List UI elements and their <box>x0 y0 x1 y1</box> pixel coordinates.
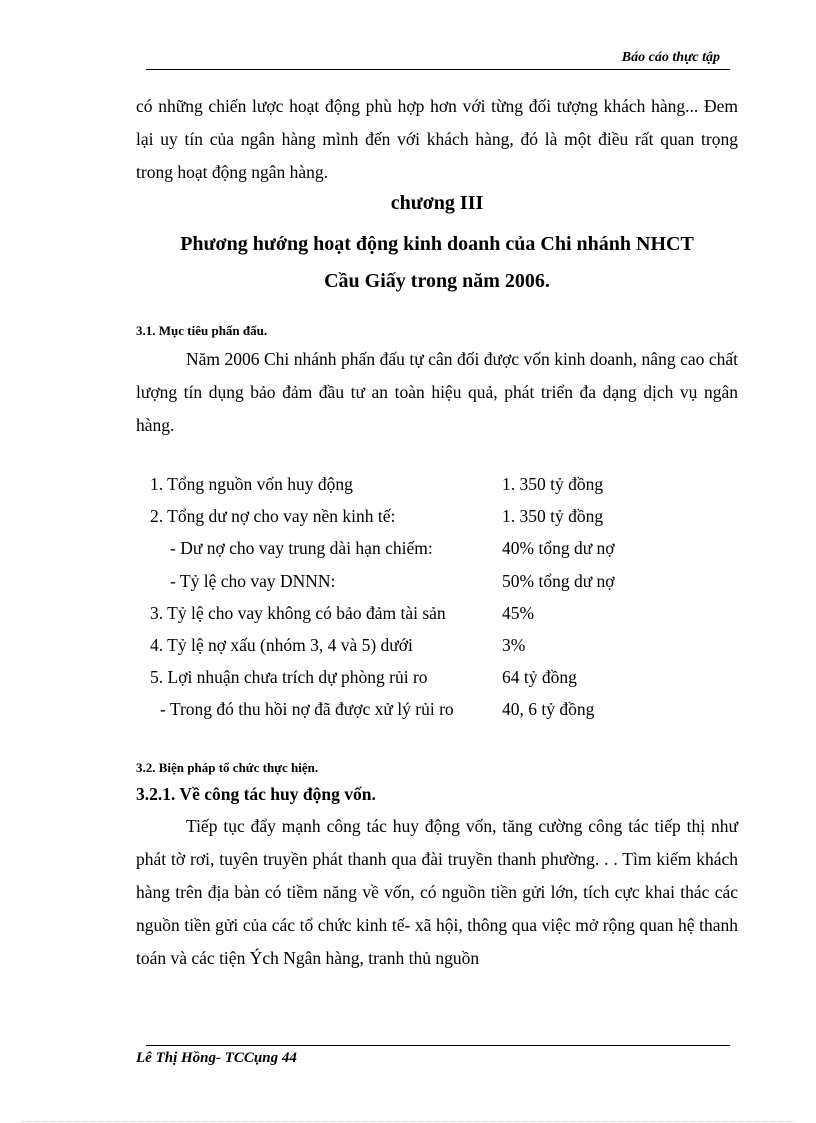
target-value: 1. 350 tỷ đồng <box>502 474 604 494</box>
footer-author: Lê Thị Hồng- TCCụng 44 <box>136 1050 297 1066</box>
chapter-title-line-2: Cầu Giấy trong năm 2006. <box>324 270 550 292</box>
target-label: 5. Lợi nhuận chưa trích dự phòng rủi ro <box>150 667 428 688</box>
target-label: 4. Tỷ lệ nợ xấu (nhóm 3, 4 và 5) dưới <box>150 634 413 655</box>
page-edge-divider <box>22 1121 794 1122</box>
chapter-number: chương III <box>390 192 484 214</box>
target-value: 64 tỷ đồng <box>502 667 577 688</box>
target-value: 1. 350 tỷ đồng <box>502 506 604 527</box>
target-label: - Trong đó thu hồi nợ đã được xử lý rủi ro <box>160 699 454 720</box>
target-value: 50% tổng dư nợ <box>502 570 615 591</box>
target-row <box>0 601 816 633</box>
target-value: 40, 6 tỷ đồng <box>502 699 595 720</box>
chapter-title-line-1: Phương hướng hoạt động kinh doanh của Chi nhánh NHCT <box>180 233 694 255</box>
section-2-heading: 3.2. Biện pháp tổ chức thực hiện. <box>136 760 319 775</box>
chapter-title <box>136 226 738 300</box>
target-label: - Tỷ lệ cho vay DNNN: <box>170 570 336 591</box>
target-row <box>0 504 816 536</box>
section-1-paragraph: Năm 2006 Chi nhánh phấn đấu tự cân đối được vốn kinh doanh, nâng cao chất lượng tín dụng bảo đảm đầu tư an toàn hiệu quả, phát triển đa dạng dịch vụ ngân hàng. <box>136 349 738 435</box>
target-label: 2. Tổng dư nợ cho vay nền kinh tế: <box>150 506 396 527</box>
section-1-heading: 3.1. Mục tiêu phấn đấu. <box>136 323 268 338</box>
target-row <box>0 536 816 568</box>
target-row <box>0 569 816 601</box>
target-row <box>0 665 816 697</box>
footer-rule <box>146 1045 730 1046</box>
target-label: 3. Tỷ lệ cho vay không có bảo đảm tài sản <box>150 602 446 623</box>
header-rule <box>146 69 730 70</box>
target-row <box>0 633 816 665</box>
section-2-1-paragraph: Tiếp tục đẩy mạnh công tác huy động vốn, tăng cường công tác tiếp thị như phát tờ rơi, tuyên truyền phát thanh qua đài truyền thanh phường. . . Tìm kiếm khách hàng trên địa bàn có tiềm năng về vốn, có nguồn tiền gửi lớn, tích cực khai thác các nguồn tiền gửi của các tổ chức kinh tế- xã hội, thông qua việc mở rộng quan hệ thanh toán và các tiện Ých Ngân hàng, tranh thủ nguồn <box>136 816 738 968</box>
intro-paragraph: có những chiến lược hoạt động phù hợp hơn với từng đối tượng khách hàng... Đem lại uy tín của ngân hàng mình đến với khách hàng, đó là một điều rất quan trọng trong hoạt động ngân hàng. <box>136 96 738 182</box>
target-row <box>0 697 816 729</box>
target-value: 45% <box>502 602 535 623</box>
header-title: Báo cáo thực tập <box>621 50 720 65</box>
targets-table <box>0 472 816 730</box>
section-2-1-heading: 3.2.1. Về công tác huy động vốn. <box>136 784 376 804</box>
target-row <box>0 472 816 504</box>
target-label: - Dư nợ cho vay trung dài hạn chiếm: <box>170 538 433 559</box>
target-value: 40% tổng dư nợ <box>502 538 615 559</box>
target-label: 1. Tổng nguồn vốn huy động <box>150 474 353 494</box>
target-value: 3% <box>502 634 526 655</box>
